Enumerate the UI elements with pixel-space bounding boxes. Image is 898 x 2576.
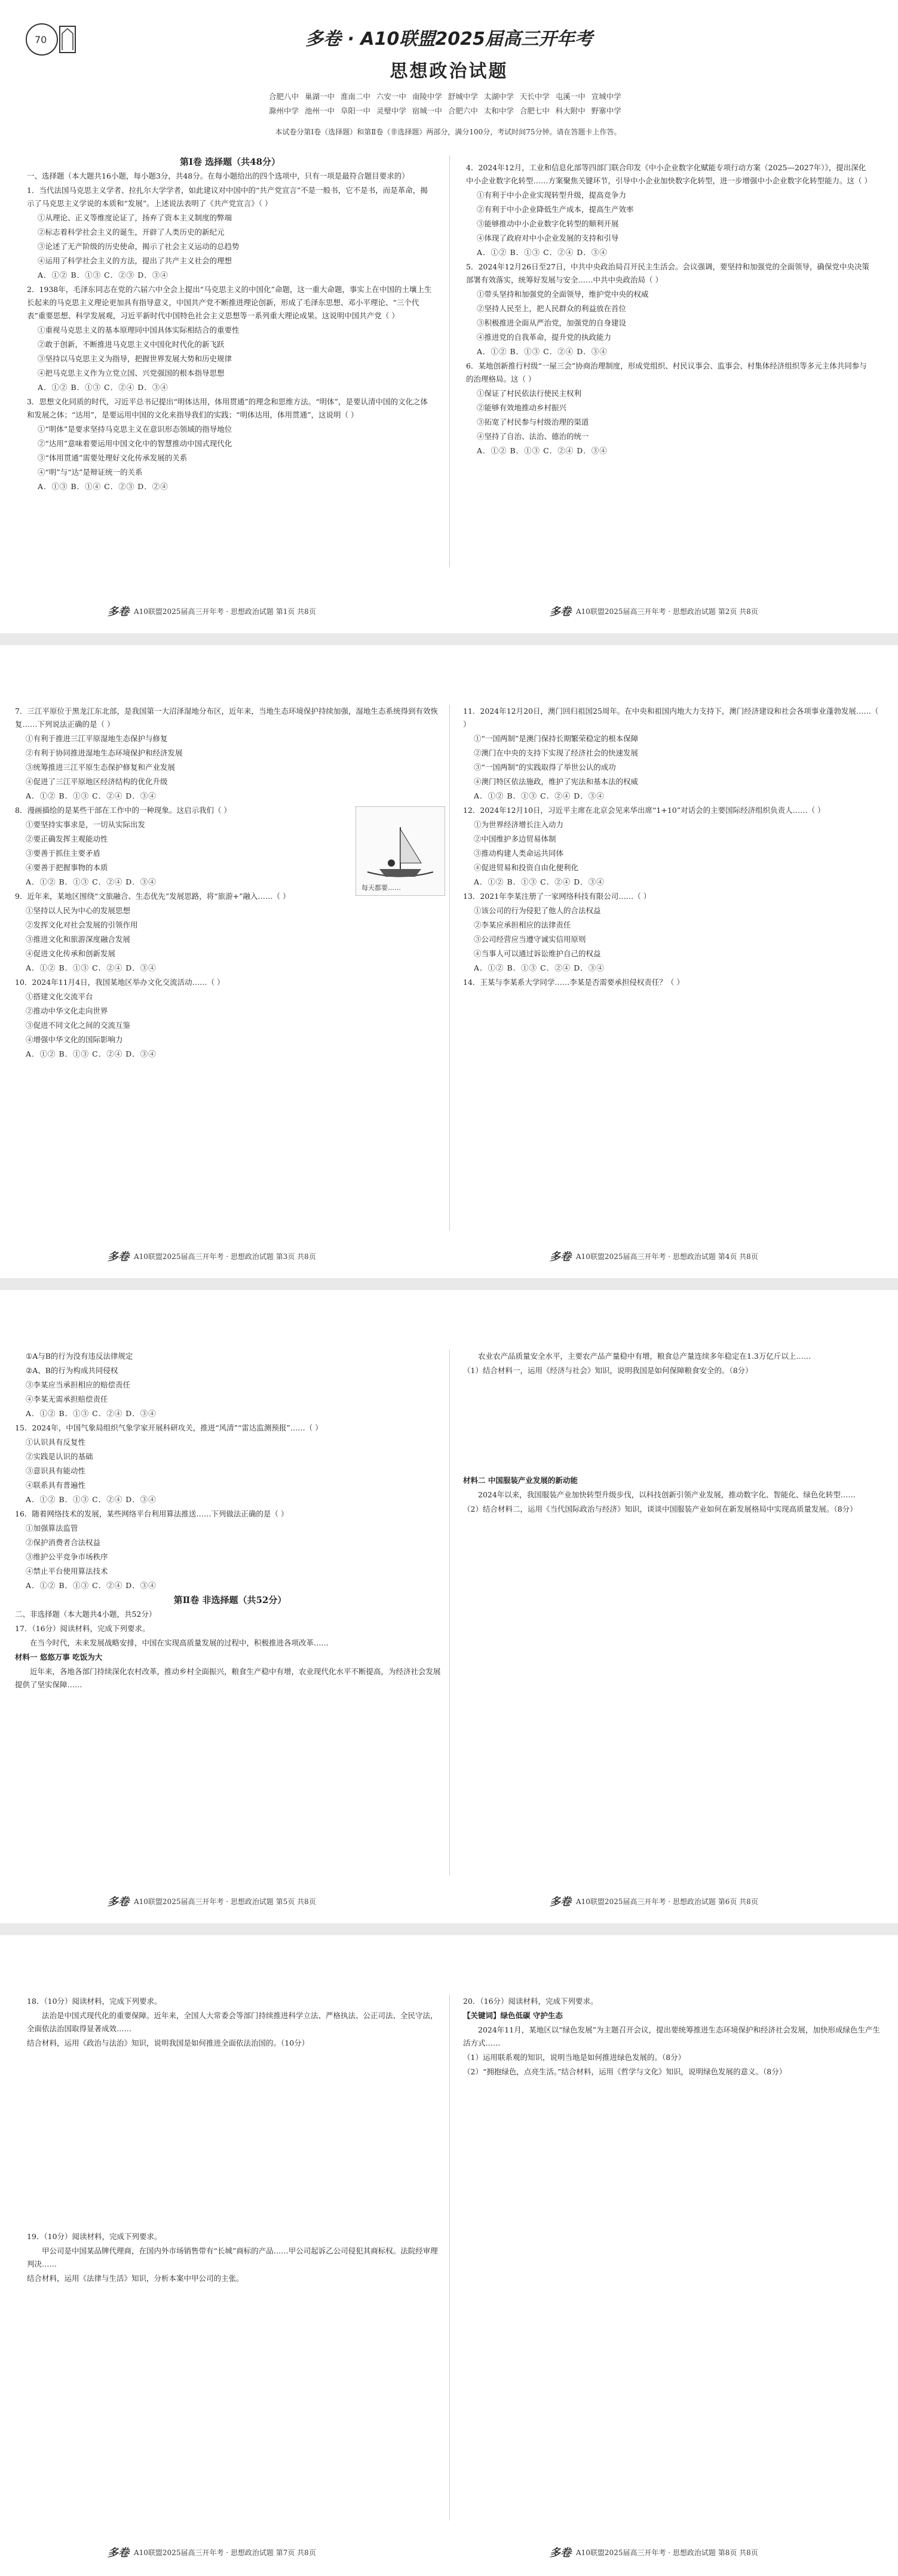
question-11: 11．2024年12月20日，澳门回归祖国25周年。在中央和祖国内地大力支持下，澳门经济建设和社会各项事业蓬勃发展……（ ）	[463, 707, 879, 729]
q10-answers: A．①② B．①③ C．②④ D．③④	[26, 1049, 157, 1058]
q9-answers: A．①② B．①③ C．②④ D．③④	[26, 963, 157, 972]
q15-option-4: ④联系具有普遍性	[26, 1481, 86, 1490]
q14-option-4: ④李某无需承担赔偿责任	[26, 1395, 108, 1404]
q9-option-4: ④促进文化传承和创新发展	[26, 949, 116, 958]
q20-task-2: （2）“拥抱绿色，点亮生活。”结合材料，运用《哲学与文化》知识，说明绿色发展的意义。（8分）	[463, 2067, 787, 2076]
footer-text: A10联盟2025届高三开年考 · 思想政治试题 第3页 共8页	[134, 1252, 316, 1261]
q11-option-1: ①“一国两制”是澳门保持长期繁荣稳定的根本保障	[474, 734, 639, 743]
schools-line-1: 合肥八中 巢湖一中 淮南二中 六安一中 南陵中学 舒城中学 太湖中学 天长中学 屯溪一中 宣城中学	[269, 92, 621, 101]
q8-option-2: ②要正确发挥主观能动性	[26, 834, 108, 843]
question-19: 19．（10分）阅读材料，完成下列要求。	[27, 2232, 162, 2241]
question-5: 5．2024年12月26日至27日，中共中央政治局召开民主生活会。会议强调，要坚持和加强党的全面领导，确保党中央决策部署有效落实，统筹好发展与安全……中共中央政治局（ ）	[466, 262, 869, 284]
column-divider	[449, 1350, 450, 1875]
q13-option-2: ②李某应承担相应的法律责任	[474, 920, 571, 929]
q16-option-2: ②保护消费者合法权益	[26, 1538, 101, 1547]
question-4: 4．2024年12月，工业和信息化部等四部门联合印发《中小企业数字化赋能专项行动方案（2025—2027年）》，提出深化中小企业数字化转型……方案聚焦关键环节，引导中小企业加快数字化转型，进一步增强中小企业数字化转型能力。这（ ）	[466, 163, 872, 185]
q11-answers: A．①② B．①③ C．②④ D．③④	[474, 791, 605, 800]
q10-option-3: ③促进不同文化之间的交流互鉴	[26, 1021, 131, 1030]
q3-option-1: ①“明体”是要求坚持马克思主义在意识形态领域的指导地位	[38, 425, 232, 434]
question-7: 7．三江平原位于黑龙江东北部，是我国第一大沼泽湿地分布区，近年来，当地生态环境保护持续加强，湿地生态系统得到有效恢复……下列说法正确的是（ ）	[15, 707, 438, 729]
schools-list	[269, 90, 687, 118]
q6-option-4: ④坚持了自治、法治、德治的统一	[477, 432, 589, 441]
q3-option-4: ④“明”与“达”是辩证统一的关系	[38, 468, 143, 477]
footer-text: A10联盟2025届高三开年考 · 思想政治试题 第6页 共8页	[576, 1897, 758, 1906]
q12-option-2: ②中国维护多边贸易体制	[474, 834, 556, 843]
svg-text:70: 70	[35, 34, 47, 45]
q16-option-3: ③维护公平竞争市场秩序	[26, 1552, 108, 1561]
q18-material: 法治是中国式现代化的重要保障。近年来，全国人大常委会等部门持续推进科学立法、严格执法、公正司法、全民守法，全面依法治国取得显著成效……	[27, 2011, 438, 2033]
page4-footer-left	[108, 2544, 316, 2560]
q13-option-4: ④当事人可以通过诉讼维护自己的权益	[474, 949, 601, 958]
q16-option-1: ①加强算法监管	[26, 1524, 78, 1533]
q1-answers: A．①② B．①③ C．②③ D．③④	[38, 271, 168, 280]
q5-option-2: ②坚持人民至上，把人民群众的利益放在首位	[477, 304, 627, 313]
q14-answers: A．①② B．①③ C．②④ D．③④	[26, 1409, 157, 1418]
q17-task-2: （2）结合材料二，运用《当代国际政治与经济》知识，谈谈中国服装产业如何在新发展格局中实现高质量发展。（8分）	[463, 1505, 857, 1513]
q1-option-1: ①从理论、正义等维度论证了，扬弃了资本主义制度的弊端	[38, 213, 232, 222]
footer-brand-mark: 多卷	[550, 2547, 571, 2559]
q19-task: 结合材料，运用《法律与生活》知识，分析本案中甲公司的主张。	[27, 2274, 244, 2283]
q5-option-4: ④推进党的自我革命，提升党的执政能力	[477, 333, 612, 342]
page1-left-column	[27, 155, 433, 573]
q17-material: 在当今时代，未来发展战略安排，中国在实现高质量发展的过程中，积极推进各项改革……	[30, 1638, 329, 1647]
cartoon-caption: 每天都要……	[361, 884, 401, 892]
page2-footer-right	[550, 1248, 758, 1264]
page1-footer-left	[108, 603, 316, 619]
column-divider	[449, 1995, 450, 2520]
page4-left-column	[27, 1995, 439, 2520]
brand-name: A10联盟2025届高三开年考	[360, 29, 593, 50]
q15-option-3: ③意识具有能动性	[26, 1466, 86, 1475]
page3-footer-left	[108, 1893, 316, 1909]
page2-footer-left	[108, 1248, 316, 1264]
q4-option-4: ④体现了政府对中小企业发展的支持和引导	[477, 234, 619, 242]
part1-intro: 一、选择题（本大题共16小题，每小题3分，共48分。在每小题给出的四个选项中，只有一项是最符合题目要求的）	[27, 171, 409, 180]
q20-material: 2024年11月，某地区以“绿色发展”为主题召开会议，提出要统筹推进生态环境保护和经济社会发展，加快形成绿色生产生活方式……	[463, 2025, 881, 2047]
sheet-2	[0, 645, 898, 1278]
subject-title: 思想政治试题	[390, 61, 508, 82]
part2-title: 第Ⅱ卷 非选择题（共52分）	[173, 1595, 287, 1605]
q4-option-3: ③能够推动中小企业数字化转型的顺利开展	[477, 219, 619, 228]
page3-footer-right	[550, 1893, 758, 1909]
q14-option-3: ③李某应当承担相应的赔偿责任	[26, 1380, 131, 1389]
sheet-4	[0, 1935, 898, 2576]
part1-title: 第Ⅰ卷 选择题（共48分）	[179, 156, 281, 167]
q17-material2: 2024年以来，我国服装产业加快转型升级步伐，以科技创新引领产业发展，推动数字化、智能化、绿色化转型……	[478, 1490, 856, 1499]
q8-answers: A．①② B．①③ C．②④ D．③④	[26, 877, 157, 886]
q20-material-title: 【关键词】绿色低碳 守护生态	[463, 2011, 563, 2020]
q12-option-4: ④促进贸易和投资自由化便利化	[474, 863, 579, 872]
q17-material1: 近年来，各地各部门持续深化农村改革，推动乡村全面振兴，粮食生产稳中有增，农业现代化水平不断提高，为经济社会发展提供了坚实保障……	[15, 1667, 441, 1689]
q20-task-1: （1）运用联系观的知识，说明当地是如何推进绿色发展的。（8分）	[463, 2053, 686, 2062]
q15-option-2: ②实践是认识的基础	[26, 1452, 93, 1461]
q1-option-4: ④运用了科学社会主义的方法，提出了共产主义社会的理想	[38, 256, 232, 265]
part2-intro: 二、非选择题（本大题共4小题，共52分）	[15, 1610, 157, 1619]
brand-mark: 多卷	[305, 29, 342, 50]
footer-brand-mark: 多卷	[108, 1251, 129, 1263]
q6-answers: A．①② B．①③ C．②④ D．③④	[477, 446, 608, 455]
sheet-3	[0, 1290, 898, 1923]
q1-option-3: ③论述了无产阶级的历史使命，揭示了社会主义运动的总趋势	[38, 242, 240, 251]
footer-text: A10联盟2025届高三开年考 · 思想政治试题 第5页 共8页	[134, 1897, 316, 1906]
q10-option-2: ②推动中华文化走向世界	[26, 1006, 108, 1015]
column-divider	[449, 155, 450, 567]
q12-option-3: ③推动构建人类命运共同体	[474, 849, 564, 858]
q12-answers: A．①② B．①③ C．②④ D．③④	[474, 877, 605, 886]
footer-text: A10联盟2025届高三开年考 · 思想政治试题 第2页 共8页	[576, 607, 758, 616]
q13-option-1: ①该公司的行为侵犯了他人的合法权益	[474, 906, 601, 915]
sheet-gap	[0, 1923, 898, 1935]
q5-option-3: ③积极推进全面从严治党，加强党的自身建设	[477, 318, 627, 327]
page2-right-column	[463, 705, 881, 1230]
q17-task-1: （1）结合材料一，运用《经济与社会》知识，说明我国是如何保障粮食安全的。（8分）	[463, 1366, 753, 1375]
q7-answers: A．①② B．①③ C．②④ D．③④	[26, 791, 157, 800]
q11-option-3: ③“一国两制”的实践取得了举世公认的成功	[474, 763, 616, 772]
cartoon-image-icon	[355, 806, 445, 896]
q14-option-1: ①A与B的行为没有违反法律规定	[26, 1352, 133, 1361]
footer-brand-mark: 多卷	[550, 1896, 571, 1908]
sheet-gap	[0, 1278, 898, 1290]
question-20: 20．（16分）阅读材料，完成下列要求。	[463, 1997, 598, 2006]
footer-text: A10联盟2025届高三开年考 · 思想政治试题 第1页 共8页	[134, 607, 316, 616]
q12-option-1: ①为世界经济增长注入动力	[474, 820, 564, 829]
page1-right-column	[466, 161, 872, 573]
page4-footer-right	[550, 2544, 758, 2560]
q7-option-3: ③统筹推进三江平原生态保护修复和产业发展	[26, 763, 176, 772]
q8-option-1: ①要坚持实事求是，一切从实际出发	[26, 820, 146, 829]
q16-answers: A．①② B．①③ C．②④ D．③④	[26, 1581, 157, 1590]
footer-brand-mark: 多卷	[108, 1896, 129, 1908]
footer-brand-mark: 多卷	[108, 2547, 129, 2559]
q7-option-2: ②有利于协同推进湿地生态环境保护和经济发展	[26, 748, 183, 757]
q9-option-1: ①坚持以人民为中心的发展思想	[26, 906, 131, 915]
q7-option-4: ④促进了三江平原地区经济结构的优化升级	[26, 777, 168, 786]
q14-option-2: ②A、B的行为构成共同侵权	[26, 1366, 118, 1375]
q13-answers: A．①② B．①③ C．②④ D．③④	[474, 963, 605, 972]
q19-material: 甲公司是中国某品牌代理商，在国内外市场销售带有“长城”商标的产品……甲公司起诉乙公司侵犯其商标权。法院经审理判决……	[27, 2246, 438, 2268]
q3-answers: A．①③ B．①④ C．②③ D．②④	[38, 482, 168, 491]
q15-answers: A．①② B．①③ C．②④ D．③④	[26, 1495, 157, 1504]
sheet-1	[0, 0, 898, 633]
q17-material1-cont: 农业农产品质量安全水平，主要农产品产量稳中有增，粮食总产量连续多年稳定在1.3万亿斤以上……	[478, 1352, 811, 1361]
q5-option-1: ①带头坚持和加强党的全面领导，维护党中央的权威	[477, 290, 649, 299]
q6-option-3: ③拓宽了村民参与村级治理的渠道	[477, 417, 589, 426]
q2-answers: A．①② B．①③ C．②④ D．③④	[38, 383, 168, 392]
page3-left-column	[15, 1350, 445, 1875]
q6-option-1: ①保证了村民依法行使民主权利	[477, 389, 582, 398]
footer-text: A10联盟2025届高三开年考 · 思想政治试题 第4页 共8页	[576, 1252, 758, 1261]
q4-option-2: ②有利于中小企业降低生产成本，提高生产效率	[477, 205, 634, 214]
answer-space	[463, 1378, 881, 1474]
q15-option-1: ①认识具有反复性	[26, 1438, 86, 1447]
q4-answers: A．①② B．①③ C．②④ D．③④	[477, 248, 608, 257]
page1-footer-right	[550, 603, 758, 619]
question-9: 9．近年来，某地区围绕“文旅融合、生态优先”发展思路，将“旅游+”融入……（ ）	[15, 892, 290, 901]
q3-option-3: ③“体用贯通”需要处理好文化传承发展的关系	[38, 453, 188, 462]
q5-answers: A．①② B．①③ C．②④ D．③④	[477, 347, 608, 356]
page4-right-column	[463, 1995, 881, 2520]
question-16: 16．随着网络技术的发展，某些网络平台利用算法推送……下列做法正确的是（ ）	[15, 1509, 289, 1518]
q9-option-2: ②发挥文化对社会发展的引领作用	[26, 920, 138, 929]
question-18: 18．（10分）阅读材料，完成下列要求。	[27, 1997, 162, 2006]
question-13: 13．2021年李某注册了一家网络科技有限公司……（ ）	[463, 892, 651, 901]
question-8: 8．漫画描绘的是某些干部在工作中的一种现象。这启示我们（ ）	[15, 806, 231, 815]
exam-note: 本试卷分第Ⅰ卷（选择题）和第Ⅱ卷（非选择题）两部分，满分100分，考试时间75分钟。请在答题卡上作答。	[275, 128, 621, 136]
q17-material1-title: 材料一 悠悠万事 吃饭为大	[15, 1653, 103, 1662]
q3-option-2: ②“达用”意味着要运用中国文化中的智慧推动中国式现代化	[38, 439, 232, 448]
q4-option-1: ①有利于中小企业实现转型升级，提高竞争力	[477, 191, 627, 199]
q13-option-3: ③公司经营应当遵守诚实信用原则	[474, 935, 586, 944]
question-12: 12．2024年12月10日，习近平主席在北京会见来华出席“1+10”对话会的主要国际经济组织负责人……（ ）	[463, 806, 825, 815]
footer-text: A10联盟2025届高三开年考 · 思想政治试题 第7页 共8页	[134, 2548, 316, 2557]
column-divider	[449, 705, 450, 1230]
question-2: 2．1938年，毛泽东同志在党的六届六中全会上提出“马克思主义的中国化”命题，这一重大命题，事实上在中国的土壤上生长起来的马克思主义理论更加具有指导意义，中国共产党不断推进理论创新，形成了毛泽东思想、邓小平理论、“三个代表”重要思想、科学发展观，习近平新时代中国特色社会主义思想等一系列重大理论成果。这说明中国共产党（ ）	[27, 285, 432, 320]
footer-brand-mark: 多卷	[108, 606, 129, 618]
q11-option-4: ④澳门特区依法施政，维护了宪法和基本法的权威	[474, 777, 639, 786]
page2-left-column	[15, 705, 445, 1230]
footer-brand-mark: 多卷	[550, 1251, 571, 1263]
footer-brand-mark: 多卷	[550, 606, 571, 618]
page3-right-column	[463, 1350, 881, 1875]
q2-option-2: ②敢于创新，不断推进马克思主义中国化时代化的新飞跃	[38, 340, 225, 349]
q11-option-2: ②澳门在中央的支持下实现了经济社会的快速发展	[474, 748, 639, 757]
q2-option-3: ③坚持以马克思主义为指导，把握世界发展大势和历史规律	[38, 354, 232, 363]
exam-header	[0, 24, 898, 82]
q10-option-4: ④增强中华文化的国际影响力	[26, 1035, 123, 1044]
q18-task: 结合材料，运用《政治与法治》知识，说明我国是如何推进全面依法治国的。（10分）	[27, 2038, 309, 2047]
footer-text: A10联盟2025届高三开年考 · 思想政治试题 第8页 共8页	[576, 2548, 758, 2557]
question-17: 17．（16分）阅读材料，完成下列要求。	[15, 1624, 150, 1633]
schools-line-2: 滁州中学 池州一中 阜阳一中 灵璧中学 宿城一中 合肥六中 太和中学 合肥七中 科大附中 野寨中学	[269, 106, 621, 115]
q2-option-1: ①重视马克思主义的基本原理同中国具体实际相结合的重要性	[38, 326, 240, 334]
sheet-gap	[0, 633, 898, 645]
q2-option-4: ④把马克思主义作为立党立国、兴党强国的根本指导思想	[38, 369, 225, 377]
q1-option-2: ②标志着科学社会主义的诞生，开辟了人类历史的新纪元	[38, 228, 225, 237]
q7-option-1: ①有利于推进三江平原湿地生态保护与修复	[26, 734, 168, 743]
question-1: 1．当代法国马克思主义学者、拉扎尔大学学者，如此建议对中国中的“共产党宣言”不是一般书，它不是书，而是革命，揭示了马克思主义学说的本质和“发展”。上述说法表明了《共产党宣言》（ ）	[27, 186, 428, 208]
q16-option-4: ④禁止平台使用算法技术	[26, 1567, 108, 1576]
question-10: 10．2024年11月4日，我国某地区举办文化交流活动……（ ）	[15, 978, 225, 987]
exam-brand: 多卷 · A10联盟2025届高三开年考	[305, 29, 593, 50]
q17-material2-title: 材料二 中国服装产业发展的新动能	[463, 1476, 578, 1485]
q8-option-3: ③要善于抓住主要矛盾	[26, 849, 101, 858]
q9-option-3: ③推进文化和旅游深度融合发展	[26, 935, 131, 944]
q6-option-2: ②能够有效地推动乡村振兴	[477, 403, 567, 412]
question-14: 14．王某与李某系大学同学……李某是否需要承担侵权责任？（ ）	[463, 978, 684, 987]
question-15: 15．2024年，中国气象局组织气象学家开展科研攻关，推进“风清”“雷达监测预报”……（ ）	[15, 1423, 323, 1432]
question-3: 3．思想文化同质的时代，习近平总书记提出“明体达用，体用贯通”的理念和思维方法。“明体”，是要认清中国的文化之体和发展之体；“达用”，是要运用中国的文化来指导我们的实践；“明体达用，体用贯通”，这说明（ ）	[27, 397, 428, 419]
q8-option-4: ④要善于把握事物的本质	[26, 863, 108, 872]
answer-space	[27, 2051, 439, 2230]
q10-option-1: ①搭建文化交流平台	[26, 992, 93, 1001]
question-6: 6．某地创新推行村级“一屋三会”协商治理制度，形成党组织、村民议事会、监事会、村集体经济组织等多元主体共同参与的治理格局。这（ ）	[466, 361, 867, 383]
